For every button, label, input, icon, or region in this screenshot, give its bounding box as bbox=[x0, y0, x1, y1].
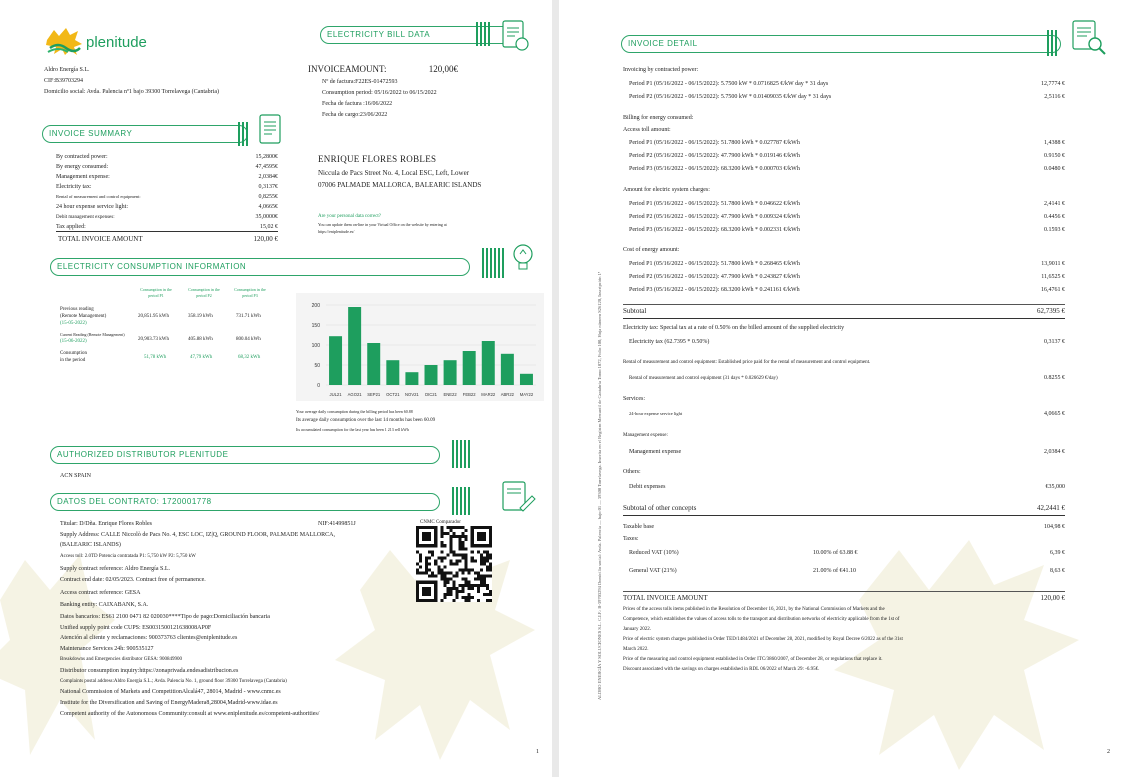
invoice-number: Nº de factura:F22ES-01472593 bbox=[322, 79, 398, 85]
x-tick-label: ENE22 bbox=[443, 392, 457, 397]
invoice-page-2 bbox=[559, 0, 1131, 777]
competent-authority: Competent authority of the Autonomous Community:consult at www.eniplenitude.es/competent-authorities/ bbox=[60, 711, 320, 717]
footnote: Price of the measuring and control equipment established in Order ITC/3860/2007, of December 28, or regulations that replace it. bbox=[623, 657, 883, 662]
detail-line: Period P3 (05/16/2022 - 06/15/2022): 68.3200 kWh * 0.000703 €/kWh 0.0480 € bbox=[629, 166, 1065, 172]
invoice-detail-header: INVOICE DETAIL bbox=[621, 35, 1061, 53]
detail-line: Period P1 (05/16/2022 - 06/15/2022): 5.7500 kW * 0.0716825 €/kW day * 31 days 12,7774 € bbox=[629, 81, 1065, 87]
x-tick-label: DIC21 bbox=[425, 392, 437, 397]
consumption-bar bbox=[405, 372, 418, 385]
breakdowns-emergencies: Breakdowns and Emergencies distributor GESA: 900849900 bbox=[60, 657, 182, 662]
consumption-header-p2: Consumption in the period P2 bbox=[188, 287, 220, 298]
consumption-bar bbox=[482, 341, 495, 385]
consumption-header-p1: Consumption in the period P1 bbox=[140, 287, 172, 298]
contract-signature-icon bbox=[498, 478, 538, 518]
detail-line: Debit expenses €35,000 bbox=[629, 484, 1065, 490]
footnote: Competence, which establishes the values of access tolls to the transport and distribution networks of electricity applicable from the 1st of bbox=[623, 617, 900, 622]
consumption-label: in the period bbox=[60, 358, 86, 363]
invoice-summary-header: INVOICE SUMMARY bbox=[42, 125, 248, 143]
reading-label: Current Reading (Remote Management) bbox=[60, 332, 125, 337]
lightbulb-document-icon bbox=[506, 240, 540, 276]
company-cif: CIF:B39703294 bbox=[44, 78, 84, 84]
consumption-bar bbox=[367, 343, 380, 385]
reading-value: 405.88 kWh bbox=[188, 337, 213, 342]
summary-row: 24 hour expense service light: 4,0665€ bbox=[56, 204, 278, 210]
y-tick-label: 150 bbox=[311, 323, 320, 329]
company-address: Domicilio social: Avda. Palencia nº1 bajo 39300 Torrelavega (Cantabria) bbox=[44, 89, 219, 95]
invoice-date: Fecha de factura :16/06/2022 bbox=[322, 101, 393, 107]
taxable-base-row: Taxable base 104,98 € bbox=[623, 524, 1065, 530]
contract-holder: Titular: D/Dña. Enrique Flores Robles bbox=[60, 521, 152, 527]
taxes-heading: Taxes: bbox=[623, 536, 639, 542]
y-tick-label: 200 bbox=[311, 303, 320, 309]
x-tick-label: FEB22 bbox=[462, 392, 476, 397]
summary-row: Debit management expenses: 35,0000€ bbox=[56, 214, 278, 220]
header-stripes bbox=[482, 248, 504, 278]
reading-value: 20,851.95 kWh bbox=[138, 314, 169, 319]
reading-label: Previous reading bbox=[60, 307, 94, 312]
consumption-bar bbox=[501, 354, 514, 385]
consumption-label: Consumption bbox=[60, 351, 87, 356]
y-tick-label: 100 bbox=[311, 343, 320, 349]
header-stripes bbox=[1047, 30, 1057, 56]
consumption-header: ELECTRICITY CONSUMPTION INFORMATION bbox=[50, 258, 470, 276]
cnmc-qr-code[interactable] bbox=[416, 526, 492, 602]
subtotal-other-row: Subtotal of other concepts 42,2441 € bbox=[623, 504, 1065, 516]
summary-row: Tax applied: 15,02 € bbox=[56, 224, 278, 230]
cups-code: Unified supply point code CUPS: ES0031500121638008AP0F bbox=[60, 625, 212, 631]
x-tick-label: JUL21 bbox=[329, 392, 342, 397]
consumption-value: 68,32 kWh bbox=[238, 355, 261, 360]
reading-value: 800.04 kWh bbox=[236, 337, 261, 342]
supply-address: Supply Address: CALLE Niccolò de Pacs No. 4, ESC LOC, IZ|Q, GROUND FLOOR, PALMADE MALLORCA, bbox=[60, 532, 335, 538]
footnote: January 2022. bbox=[623, 627, 652, 632]
consumption-bar bbox=[520, 374, 533, 385]
services-heading: Services: bbox=[623, 396, 645, 402]
complaints-address: Complaints postal address:Aldro Energía S.L.; Avda. Palencia No. 1, ground floor 39300 Torrelavega (Cantabria) bbox=[60, 679, 287, 684]
tax-row: Reduced VAT (10%) 10.00% of 63.88 € 6,39 € bbox=[629, 550, 1065, 556]
contract-nif: NIF:41499851J bbox=[318, 521, 356, 527]
x-tick-label: MAR22 bbox=[481, 392, 496, 397]
invoice-page-1 bbox=[0, 0, 552, 777]
detail-line: Electricity tax (62.7395 * 0.50%) 0,3137 € bbox=[629, 339, 1065, 345]
personal-data-link[interactable]: https://eniplenitude.es/ bbox=[318, 229, 355, 234]
distributor-header: AUTHORIZED DISTRIBUTOR PLENITUDE bbox=[50, 446, 440, 464]
detail-line: Period P3 (05/16/2022 - 06/15/2022): 68.3200 kWh * 0.002331 €/kWh 0.1593 € bbox=[629, 227, 1065, 233]
bill-data-header: ELECTRICITY BILL DATA bbox=[320, 26, 516, 44]
detail-line: Period P2 (05/16/2022 - 06/15/2022): 47.7900 kWh * 0.019146 €/kWh 0.9150 € bbox=[629, 153, 1065, 159]
invoice-document-icon bbox=[256, 112, 286, 148]
customer-name: ENRIQUE FLORES ROBLES bbox=[318, 154, 437, 164]
maintenance-services: Maintenance Services 24h: 900535127 bbox=[60, 646, 154, 652]
distributor-inquiry[interactable]: Distributor consumption inquiry:https://zonaprivada.endesadistribucion.es bbox=[60, 668, 239, 674]
tax-row: General VAT (21%) 21.00% of €41.10 8,63 € bbox=[629, 568, 1065, 574]
contract-end-date: Contract end date: 02/05/2023. Contract free of permanence. bbox=[60, 577, 206, 583]
header-stripes bbox=[238, 122, 248, 146]
footnote: March 2022. bbox=[623, 647, 649, 652]
bank-data: Datos bancarios: ES61 2100 0471 82 020030****Tipo de pago:Domiciliación bancaria bbox=[60, 614, 270, 620]
header-stripes bbox=[452, 487, 470, 515]
brand-name: plenitude bbox=[86, 34, 147, 51]
detail-line: Period P2 (05/16/2022 - 06/15/2022): 47.7900 kWh * 0.243827 €/kWh 11,6525 € bbox=[629, 274, 1065, 280]
detail-line: Period P1 (05/16/2022 - 06/15/2022): 51.7800 kWh * 0.027787 €/kWh 1,4388 € bbox=[629, 140, 1065, 146]
y-tick-label: 0 bbox=[317, 383, 320, 389]
consumption-value: 47,79 kWh bbox=[190, 355, 213, 360]
access-toll: Access toll: 2.0TD Potencia contratada P1: 5,750 kW P2: 5,750 kW bbox=[60, 554, 196, 559]
consumption-note: Its accumulated consumption for the last year has been 1 213 rell kWh bbox=[296, 427, 409, 432]
supply-address-region: (BALEARIC ISLANDS) bbox=[60, 542, 121, 548]
distributor-name: ACN SPAIN bbox=[60, 473, 91, 479]
invoice-amount-value: 120,00€ bbox=[428, 64, 458, 74]
invoice-detail-body bbox=[623, 66, 1065, 706]
electricity-tax-heading: Electricity tax: Special tax at a rate of 0.50% on the billed amount of the supplied electricity bbox=[623, 325, 845, 331]
customer-service: Atención al cliente y reclamaciones: 900373763 clientes@eniplenitude.es bbox=[60, 635, 238, 641]
cnmc-info: National Commission of Markets and CompetitionAlcalá47, 28014, Madrid - www.cnmc.es bbox=[60, 689, 281, 695]
consumption-bar bbox=[386, 360, 399, 385]
x-tick-label: NOV21 bbox=[405, 392, 419, 397]
summary-table bbox=[56, 153, 278, 245]
summary-row: Rental of measurement and control equipment: 0,8255€ bbox=[56, 194, 278, 200]
reading-date: (15-05-2022) bbox=[60, 321, 87, 326]
cnmc-comparator-label: CNMC Comparador bbox=[420, 520, 461, 525]
header-stripes bbox=[452, 440, 470, 468]
x-tick-label: ABR22 bbox=[500, 392, 515, 397]
detail-line: 24-hour expense service light 4,0665 € bbox=[629, 411, 1065, 417]
consumption-bar bbox=[348, 307, 361, 385]
contract-header: DATOS DEL CONTRATO: 1720001778 bbox=[50, 493, 440, 511]
section-heading: Amount for electric system charges: bbox=[623, 187, 710, 193]
consumption-period: Consumption period: 05/16/2022 to 06/15/2022 bbox=[322, 90, 437, 96]
section-heading: Cost of energy amount: bbox=[623, 247, 680, 253]
plenitude-dog-logo-icon bbox=[44, 26, 84, 56]
consumption-bar bbox=[329, 336, 342, 385]
reading-date: (15-06-2022) bbox=[60, 339, 87, 344]
detail-line: Period P3 (05/16/2022 - 06/15/2022): 68.3200 kWh * 0.241161 €/kWh 16,4761 € bbox=[629, 287, 1065, 293]
section-heading: Invoicing by contracted power: bbox=[623, 67, 699, 73]
management-heading: Management expense: bbox=[623, 433, 668, 438]
summary-total-row: TOTAL INVOICE AMOUNT 120,00 € bbox=[58, 235, 278, 243]
invoice-document-icon bbox=[500, 18, 530, 54]
brand-logo bbox=[44, 26, 147, 61]
invoice-search-icon bbox=[1069, 18, 1109, 58]
x-tick-label: SEP21 bbox=[367, 392, 381, 397]
detail-line: Period P2 (05/16/2022 - 06/15/2022): 5.7500 kW * 0.01409035 €/kW day * 31 days 2,5116 € bbox=[629, 94, 1065, 100]
y-tick-label: 50 bbox=[314, 363, 320, 369]
summary-row: Management expense: 2,0384€ bbox=[56, 174, 278, 180]
customer-address-line2: 07006 PALMADE MALLORCA, BALEARIC ISLANDS bbox=[318, 181, 482, 189]
page-number: 2 bbox=[1107, 749, 1110, 755]
detail-line: Period P1 (05/16/2022 - 06/15/2022): 51.7800 kWh * 0.268465 €/kWh 13,9011 € bbox=[629, 261, 1065, 267]
detail-line: Period P2 (05/16/2022 - 06/15/2022): 47.7900 kWh * 0.009324 €/kWh 0.4456 € bbox=[629, 214, 1065, 220]
consumption-note: Your average daily consumption during the billing period has been 60.88 bbox=[296, 409, 413, 414]
consumption-bar-chart bbox=[296, 293, 544, 401]
company-name: Aldro Energía S.L. bbox=[44, 67, 90, 73]
reading-label: (Remote Management) bbox=[60, 314, 107, 319]
reading-value: 20,903.73 kWh bbox=[138, 337, 169, 342]
supply-contract-reference: Supply contract reference: Aldro Energía S.L. bbox=[60, 566, 171, 572]
summary-row: By contracted power: 15,2800€ bbox=[56, 154, 278, 160]
personal-data-text: You can update them on-line in your Virtual Office on the website by entering at bbox=[318, 222, 447, 227]
reading-value: 358.19 kWh bbox=[188, 314, 213, 319]
x-tick-label: MAY22 bbox=[519, 392, 534, 397]
personal-data-question: Are your personal data correct? bbox=[318, 214, 382, 219]
header-stripes bbox=[476, 22, 490, 46]
idae-info: Institute for the Diversification and Saving of EnergyMadera8,28004,Madrid-www.idae.es bbox=[60, 700, 278, 706]
detail-line: Period P1 (05/16/2022 - 06/15/2022): 51.7800 kWh * 0.046622 €/kWh 2,4141 € bbox=[629, 201, 1065, 207]
invoice-amount-row bbox=[308, 64, 458, 74]
section-heading: Billing for energy consumed: bbox=[623, 115, 694, 121]
others-heading: Others: bbox=[623, 469, 641, 475]
footnote: Discount associated with the savings on charges established in RDL 06/2022 of March 29: -6.95€. bbox=[623, 667, 820, 672]
side-legal-text: ALDRO ENERGÍA Y SOLUCIONES S.L. C.I.F.: B-39703294 Domicilio social: Avda. Palencia — bajo 01 — 39300 Torrelavega. Inscrita en el Registro Mercantil de Cantabria Tomo 1072, Folio 100, Hoja número S26120, Inscripción 1ª bbox=[597, 271, 602, 700]
total-invoice-row: TOTAL INVOICE AMOUNT 120,00 € bbox=[623, 591, 1065, 603]
consumption-note: Its average daily consumption over the last 14 months has been 60.09 bbox=[296, 418, 436, 423]
section-subheading: Access toll amount: bbox=[623, 127, 671, 133]
detail-line: Management expense 2,0384 € bbox=[629, 449, 1065, 455]
x-tick-label: AGO21 bbox=[347, 392, 362, 397]
page-number: 1 bbox=[536, 749, 539, 755]
footnote: Prices of the access tolls items published in the Resolution of December 16, 2021, by the National Commission of Markets and the bbox=[623, 607, 885, 612]
invoice-amount-label: INVOICEAMOUNT: bbox=[308, 64, 387, 74]
charge-date: Fecha de cargo:23/06/2022 bbox=[322, 112, 388, 118]
footnote: Price of electric system charges published in Order TED/1484/2021 of December 28, 2021, modified by Royal Decree 6/2022 as of the 31st bbox=[623, 637, 903, 642]
banking-entity: Banking entity: CAIXABANK, S.A. bbox=[60, 602, 149, 608]
summary-row: Electricity tax: 0,3137€ bbox=[56, 184, 278, 190]
side-legal-text-container bbox=[597, 160, 607, 700]
detail-line: Rental of measurement and control equipment (31 days * 0.026629 €/day) 0.8255 € bbox=[629, 375, 1065, 381]
subtotal-row: Subtotal 62,7395 € bbox=[623, 304, 1065, 319]
reading-value: 731.71 kWh bbox=[236, 314, 261, 319]
consumption-bar bbox=[444, 360, 457, 385]
consumption-bar bbox=[425, 365, 438, 385]
rental-heading: Rental of measurement and control equipment: Established price paid for the rental of measurement and control equipment. bbox=[623, 360, 871, 365]
x-tick-label: OCT21 bbox=[386, 392, 400, 397]
access-contract-reference: Access contract reference: GESA bbox=[60, 590, 141, 596]
consumption-bar bbox=[463, 351, 476, 385]
summary-row: By energy consumed: 47,4595€ bbox=[56, 164, 278, 170]
consumption-value: 51,78 kWh bbox=[144, 355, 167, 360]
consumption-header-p3: Consumption in the period P3 bbox=[234, 287, 266, 298]
customer-address-line1: Niccula de Pacs Street No. 4, Local ESC, Left, Lower bbox=[318, 169, 470, 177]
